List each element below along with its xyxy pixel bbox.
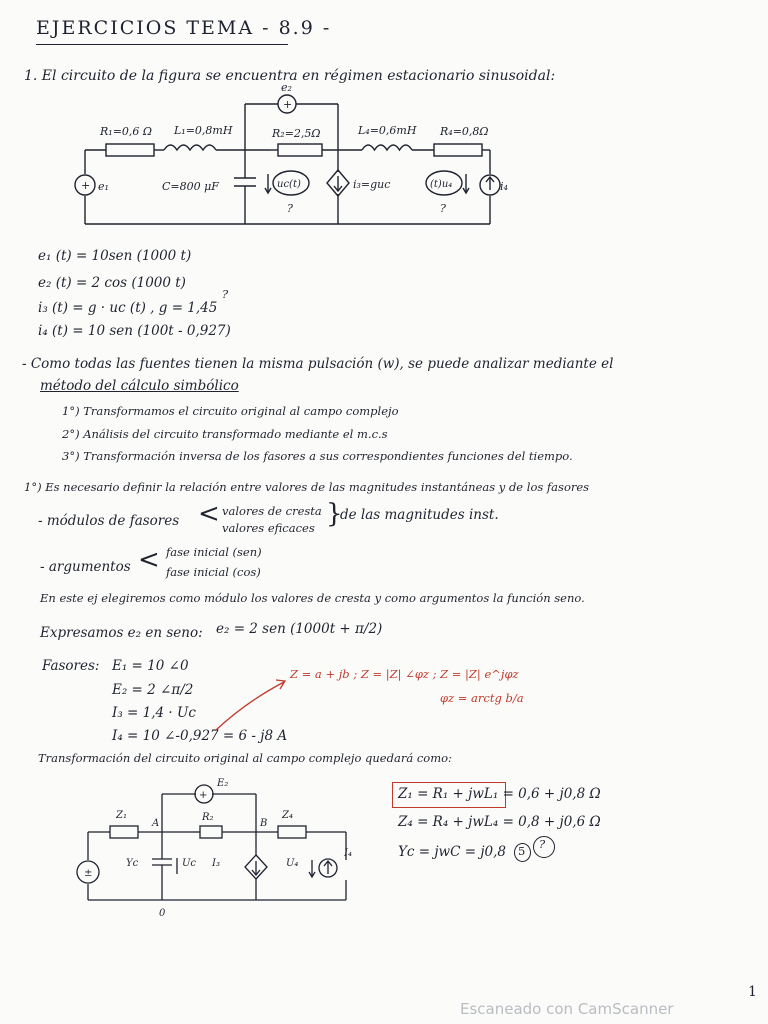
label-r1: R₁=0,6 Ω [100,125,153,138]
phasor-i3: I₃ = 1,4 · Uc [112,705,196,721]
label-r4: R₄=0,8Ω [440,125,489,138]
method-intro: - Como todas las fuentes tienen la misma pulsación (w), se puede analizar mediante el [22,356,614,372]
args-brace: < [138,545,160,575]
label-complex-z1: Z₁ [116,810,127,821]
express-equation: e₂ = 2 sen (1000t + π/2) [216,621,383,637]
label-complex-u4: U₄ [286,858,299,869]
express-label: Expresamos e₂ en seno: [40,625,203,641]
label-i3: i₃=guc [353,178,391,191]
equation-i4: i₄ (t) = 10 sen (100t - 0,927) [38,323,231,339]
complex-number-forms: Z = a + jb ; Z = |Z| ∠φz ; Z = |Z| e^jφz [290,667,519,681]
modulos-brace-right: } [326,499,343,529]
source-e1-sign: + [81,179,91,192]
impedance-z4: Z₄ = R₄ + jwL₄ = 0,8 + j0,6 Ω [398,814,601,830]
phasor-e2: E₂ = 2 ∠π/2 [112,682,194,698]
source-e2-sign: + [283,98,293,111]
phasor-e1: E₁ = 10 ∠0 [112,658,189,674]
page-number: 1 [748,984,757,1000]
page-title: EJERCICIOS TEMA - 8.9 - [36,17,332,39]
node-o-label: 0 [159,908,166,919]
label-l1: L₁=0,8mH [174,124,233,137]
equation-i3: i₃ (t) = g · uc (t) , g = 1,45 [38,300,218,316]
complex-argument-formula: φz = arctg b/a [440,691,524,705]
modulos-tail: de las magnitudes inst. [340,507,499,523]
camscanner-watermark: Escaneado con CamScanner [460,1000,674,1018]
impedance-z1: Z₁ = R₁ + jwL₁ = 0,6 + j0,8 Ω [398,786,601,802]
label-complex-i3: I₃ [212,858,220,869]
label-complex-z4: Z₄ [282,810,293,821]
label-complex-i4: I₄ [344,848,352,859]
problem-statement: 1. El circuito de la figura se encuentra en régimen estacionario sinusoidal: [24,68,556,84]
question-uc: ? [287,202,293,215]
label-complex-yc: Yc [126,858,139,869]
modulos-option-2: valores eficaces [222,521,315,535]
args-option-1: fase inicial (sen) [166,545,262,559]
step1-intro: 1°) Es necesario definir la relación entre valores de las magnitudes instantáneas y de los fasores [24,480,590,494]
method-step-1: 1°) Transformamos el circuito original al campo complejo [62,404,399,418]
args-label: - argumentos [40,559,131,575]
admittance-yc: Yc = jwC = j0,8 [398,844,506,860]
label-uc: uc(t) [277,179,301,190]
question-u4: ? [440,202,446,215]
source-e2-complex-sign: + [199,790,208,801]
yc-mark: 5 [518,844,526,858]
red-arrow [212,672,292,734]
equation-e2: e₂ (t) = 2 cos (1000 t) [38,275,186,291]
title-underline [36,44,288,45]
choice-text: En este ej elegiremos como módulo los valores de cresta y como argumentos la función seno. [40,591,585,605]
transform-text: Transformación del circuito original al campo complejo quedará como: [38,751,452,765]
circuit-diagram-complex [74,772,374,922]
label-i4: i₄ [500,180,508,193]
node-a-label: A [152,818,160,829]
label-c: C=800 μF [162,180,219,193]
label-complex-uc: Uc [182,858,197,869]
equation-e1: e₁ (t) = 10sen (1000 t) [38,248,192,264]
label-e2: e₂ [281,82,292,94]
label-u4: (t)u₄ [430,179,453,190]
modulos-brace-left: < [198,499,220,529]
method-step-3: 3°) Transformación inversa de los fasores a sus correspondientes funciones del tiempo. [62,449,573,463]
method-step-2: 2°) Análisis del circuito transformado mediante el m.c.s [62,427,388,441]
equation-note: ? [222,287,229,301]
yc-note: ? [539,837,546,851]
modulos-label: - módulos de fasores [38,513,180,529]
phasor-i4: I₄ = 10 ∠-0,927 = 6 - j8 A [112,728,288,744]
label-r2: R₂=2,5Ω [272,127,321,140]
args-option-2: fase inicial (cos) [166,565,261,579]
label-e1: e₁ [98,180,109,193]
phasors-label: Fasores: [42,658,100,674]
label-complex-r2: R₂ [202,812,214,823]
source-e1-complex-sign: ± [84,868,93,879]
label-l4: L₄=0,6mH [358,124,417,137]
node-b-label: B [260,818,268,829]
circuit-diagram-original [70,82,510,232]
label-complex-e2: E₂ [217,778,229,789]
modulos-option-1: valores de cresta [222,504,322,518]
method-name: método del cálculo simbólico [40,378,239,394]
